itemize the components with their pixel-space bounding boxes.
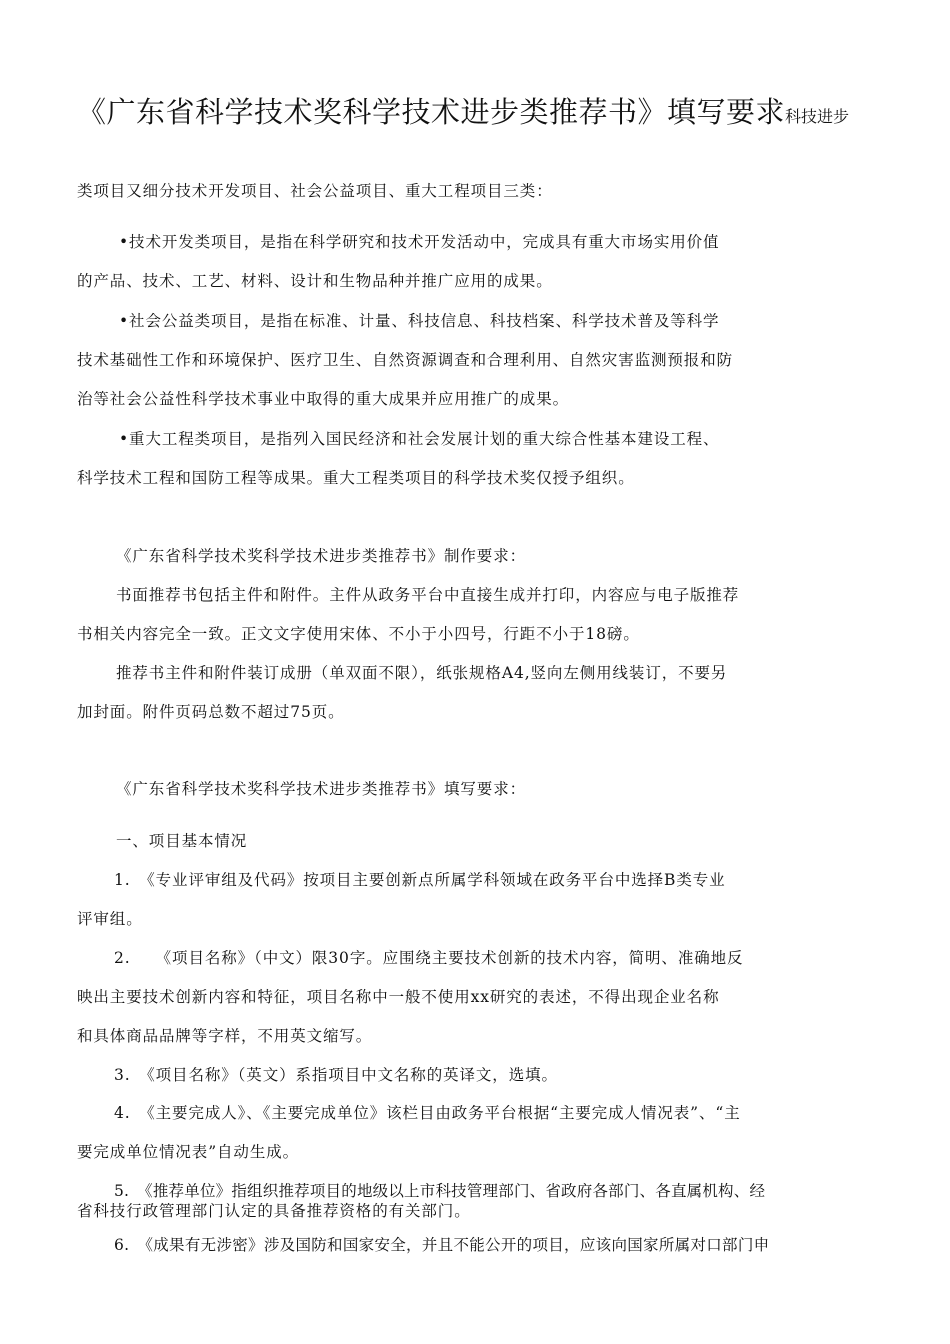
category-public-line1: •社会公益类项目，是指在标准、计量、科技信息、科技档案、科学技术普及等科学 — [119, 312, 720, 330]
category-public-line3: 治等社会公益性科学技术事业中取得的重大成果并应用推广的成果。 — [77, 390, 570, 408]
production-heading: 《广东省科学技术奖科学技术进步类推荐书》制作要求： — [116, 547, 527, 565]
title-tail: 科技进步 — [785, 107, 850, 126]
section-heading: 一、项目基本情况 — [116, 832, 248, 850]
item-2-line1: 2. 《项目名称》（中文）限30字。应围绕主要技术创新的技术内容，简明、准确地反 — [114, 949, 744, 967]
category-tech-line2: 的产品、技术、工艺、材料、设计和生物品种并推广应用的成果。 — [77, 272, 553, 290]
document-title — [77, 92, 849, 137]
item-5-line1: 5. 《推荐单位》指组织推荐项目的地级以上市科技管理部门、省政府各部门、各直属机构、经 — [114, 1182, 766, 1200]
category-public-line2: 技术基础性工作和环境保护、医疗卫生、自然资源调查和合理利用、自然灾害监测预报和防 — [77, 351, 734, 369]
production-p2-line2: 加封面。附件页码总数不超过75页。 — [77, 703, 345, 721]
item-2-line3: 和具体商品品牌等字样，不用英文缩写。 — [77, 1027, 373, 1045]
title-main: 《广东省科学技术奖科学技术进步类推荐书》填写要求 — [77, 95, 786, 129]
production-p1-line1: 书面推荐书包括主件和附件。主件从政务平台中直接生成并打印，内容应与电子版推荐 — [116, 586, 740, 604]
item-4-line2: 要完成单位情况表”自动生成。 — [77, 1143, 300, 1161]
production-p1-line2: 书相关内容完全一致。正文文字使用宋体、不小于小四号，行距不小于18磅。 — [77, 625, 640, 643]
category-engineering-line2: 科学技术工程和国防工程等成果。重大工程类项目的科学技术奖仅授予组织。 — [77, 469, 635, 487]
category-tech-line1: •技术开发类项目，是指在科学研究和技术开发活动中，完成具有重大市场实用价值 — [119, 233, 720, 251]
item-2-line2: 映出主要技术创新内容和特征，项目名称中一般不使用xx研究的表述，不得出现企业名称 — [77, 988, 720, 1006]
item-6-line1: 6. 《成果有无涉密》涉及国防和国家安全，并且不能公开的项目，应该向国家所属对口部门申 — [114, 1236, 770, 1254]
item-4-line1: 4. 《主要完成人》、《主要完成单位》该栏目由政务平台根据“主要完成人情况表”、“主 — [114, 1104, 741, 1122]
intro-text: 类项目又细分技术开发项目、社会公益项目、重大工程项目三类： — [77, 182, 553, 200]
item-1-line2: 评审组。 — [77, 910, 143, 928]
item-5-line2: 省科技行政管理部门认定的具备推荐资格的有关部门。 — [77, 1202, 471, 1220]
item-3-line1: 3. 《项目名称》（英文）系指项目中文名称的英译文，选填。 — [114, 1066, 558, 1084]
production-p2-line1: 推荐书主件和附件装订成册（单双面不限），纸张规格A4,竖向左侧用线装订，不要另 — [116, 664, 728, 682]
filling-heading: 《广东省科学技术奖科学技术进步类推荐书》填写要求： — [116, 780, 527, 798]
item-1-line1: 1. 《专业评审组及代码》按项目主要创新点所属学科领域在政务平台中选择B类专业 — [114, 871, 726, 889]
category-engineering-line1: •重大工程类项目，是指列入国民经济和社会发展计划的重大综合性基本建设工程、 — [119, 430, 720, 448]
